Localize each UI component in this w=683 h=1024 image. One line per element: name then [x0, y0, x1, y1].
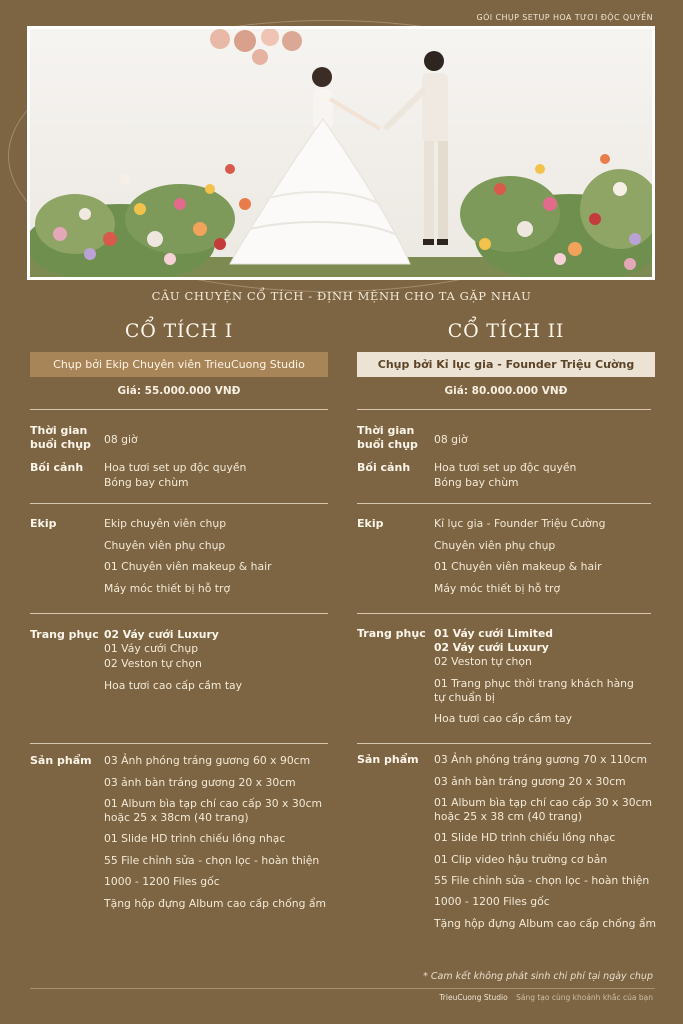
time-label-line2: buổi chụp — [30, 438, 91, 451]
context-item: Bóng bay chùm — [434, 476, 519, 489]
product-label: Sản phẩm — [357, 753, 419, 766]
context-item: Bóng bay chùm — [104, 476, 189, 489]
context-item: Hoa tươi set up độc quyền — [104, 461, 247, 474]
costume-label: Trang phục — [30, 628, 99, 641]
team-item: Kỉ lục gia - Founder Triệu Cường — [434, 517, 606, 530]
package-1-photographer-band: Chụp bởi Ekip Chuyên viên TrieuCuong Studio — [30, 352, 328, 377]
product-item: 01 Clip video hậu trường cơ bản — [434, 853, 608, 866]
context-item: Hoa tươi set up độc quyền — [434, 461, 577, 474]
product-item: 03 Ảnh phóng tráng gương 70 x 110cm — [434, 753, 648, 766]
product-item: hoặc 25 x 38 cm (40 trang) — [434, 810, 583, 823]
product-label: Sản phẩm — [30, 754, 92, 767]
time-label-line1: Thời gian — [357, 424, 415, 437]
costume-item: 02 Váy cưới Luxury — [434, 641, 549, 654]
divider — [357, 743, 651, 744]
product-item: 03 ảnh bàn tráng gương 20 x 30cm — [104, 776, 296, 789]
costume-item: Hoa tươi cao cấp cầm tay — [434, 712, 573, 725]
team-item: Ekip chuyên viên chụp — [104, 517, 227, 530]
costume-item: 01 Váy cưới Limited — [434, 627, 554, 640]
team-label: Ekip — [30, 517, 57, 530]
team-item: Chuyên viên phụ chụp — [434, 539, 556, 552]
product-item: 1000 - 1200 Files gốc — [434, 895, 550, 908]
package-2-price: Giá: 80.000.000 VNĐ — [444, 385, 568, 397]
product-item: 01 Slide HD trình chiếu lồng nhạc — [104, 832, 286, 845]
product-item: 1000 - 1200 Files gốc — [104, 875, 220, 888]
divider — [357, 409, 651, 410]
product-item: Tặng hộp đựng Album cao cấp chống ẩm — [104, 897, 327, 910]
divider — [357, 613, 651, 614]
product-item: 01 Album bìa tạp chí cao cấp 30 x 30cm — [104, 797, 323, 810]
divider — [30, 503, 328, 504]
top-tag: GÓI CHỤP SETUP HOA TƯƠI ĐỘC QUYỀN — [476, 13, 653, 22]
costume-item: Hoa tươi cao cấp cầm tay — [104, 679, 243, 692]
product-item: hoặc 25 x 38cm (40 trang) — [104, 811, 249, 824]
footnote: * Cam kết không phát sinh chi phí tại ngày chụp — [423, 971, 653, 982]
costume-label: Trang phục — [357, 627, 426, 640]
brand-name: TrieuCuong Studio — [439, 993, 508, 1002]
product-item: 01 Album bìa tạp chí cao cấp 30 x 30cm — [434, 796, 653, 809]
product-item: 55 File chỉnh sửa - chọn lọc - hoàn thiện — [104, 854, 320, 867]
context-label: Bối cảnh — [357, 461, 411, 474]
divider — [30, 409, 328, 410]
footer-divider — [30, 988, 655, 989]
product-item: 01 Slide HD trình chiếu lồng nhạc — [434, 831, 616, 844]
product-item: Tặng hộp đựng Album cao cấp chống ẩm — [434, 917, 657, 930]
wedding-photo — [27, 26, 655, 280]
time-value: 08 giờ — [434, 433, 468, 446]
team-item: Máy móc thiết bị hỗ trợ — [434, 582, 561, 595]
package-1-title: CỔ TÍCH I — [124, 320, 234, 342]
costume-item: 01 Trang phục thời trang khách hàng — [434, 677, 634, 690]
product-item: 03 ảnh bàn tráng gương 20 x 30cm — [434, 775, 626, 788]
team-item: Máy móc thiết bị hỗ trợ — [104, 582, 231, 595]
costume-item: 02 Veston tự chọn — [104, 657, 202, 670]
footer-brand — [439, 993, 653, 1002]
package-1-price: Giá: 55.000.000 VNĐ — [117, 385, 241, 397]
time-label-line2: buổi chụp — [357, 438, 418, 451]
divider — [30, 743, 328, 744]
package-2-photographer-band: Chụp bởi Kỉ lục gia - Founder Triệu Cường — [357, 352, 655, 377]
divider — [357, 503, 651, 504]
product-item: 03 Ảnh phóng tráng gương 60 x 90cm — [104, 754, 311, 767]
divider — [30, 613, 328, 614]
team-label: Ekip — [357, 517, 384, 530]
team-item: 01 Chuyên viên makeup & hair — [104, 560, 272, 573]
time-label-line1: Thời gian — [30, 424, 88, 437]
team-item: Chuyên viên phụ chụp — [104, 539, 226, 552]
costume-item: tự chuẩn bị — [434, 691, 495, 704]
costume-item: 01 Váy cưới Chụp — [104, 642, 199, 655]
context-label: Bối cảnh — [30, 461, 84, 474]
story-subtitle: CÂU CHUYỆN CỔ TÍCH - ĐỊNH MỆNH CHO TA GẶP NHAU — [151, 289, 532, 303]
costume-item: 02 Veston tự chọn — [434, 655, 532, 668]
package-2-title: CỔ TÍCH II — [447, 320, 565, 342]
team-item: 01 Chuyên viên makeup & hair — [434, 560, 602, 573]
brand-slogan: Sáng tạo cùng khoảnh khắc của bạn — [516, 993, 653, 1002]
product-item: 55 File chỉnh sửa - chọn lọc - hoàn thiện — [434, 874, 650, 887]
costume-item: 02 Váy cưới Luxury — [104, 628, 219, 641]
time-value: 08 giờ — [104, 433, 138, 446]
